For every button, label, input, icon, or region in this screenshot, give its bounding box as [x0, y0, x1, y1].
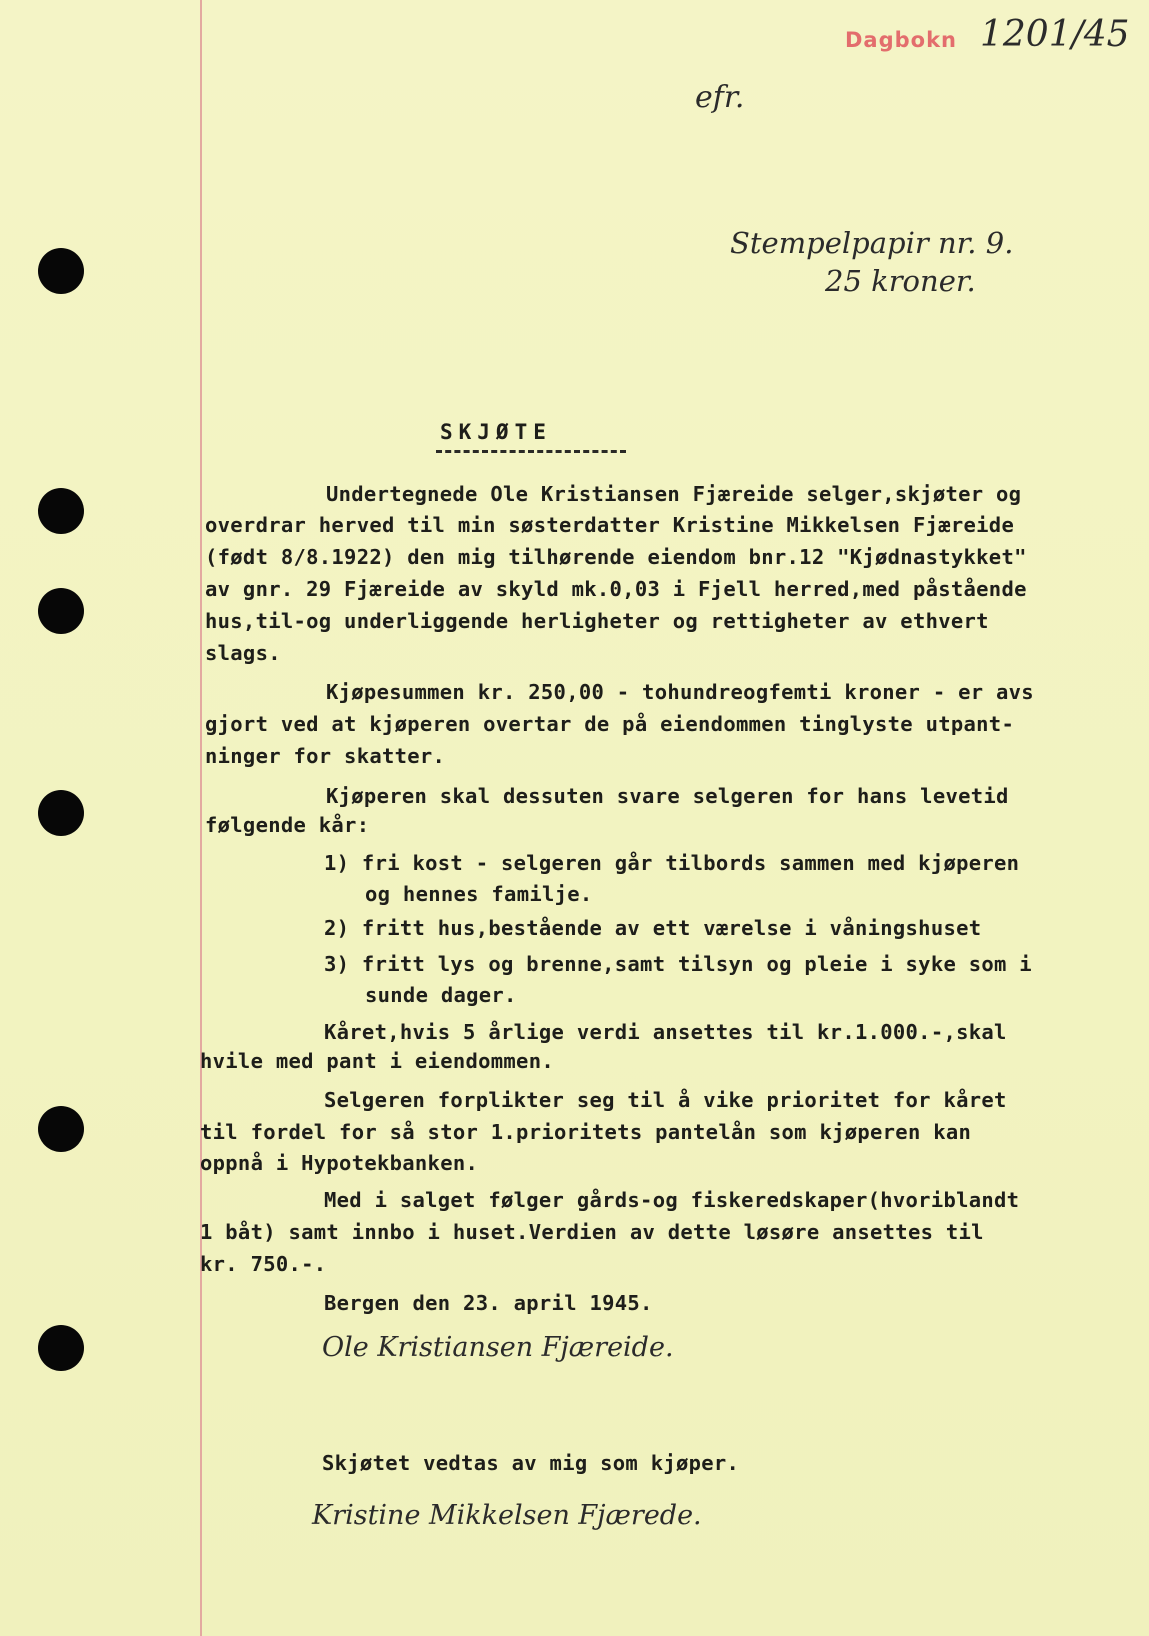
text-line: hus,til-og underliggende herligheter og rettigheter av ethvert — [205, 609, 989, 633]
text-line: ninger for skatter. — [205, 744, 446, 768]
punch-hole — [38, 588, 84, 634]
text-line: kr. 750.-. — [200, 1252, 327, 1276]
punch-hole — [38, 1106, 84, 1152]
case-number: 1201/45 — [980, 14, 1130, 55]
text-line: 1 båt) samt innbo i huset.Verdien av dette løsøre ansettes til — [200, 1220, 984, 1244]
text-line: sunde dager. — [365, 983, 517, 1007]
document-title: SKJØTE — [440, 420, 552, 444]
initials: efr. — [695, 80, 745, 115]
text-line: oppnå i Hypotekbanken. — [200, 1151, 479, 1175]
text-line: gjort ved at kjøperen overtar de på eiendommen tinglyste utpant- — [205, 712, 1015, 736]
text-line: Selgeren forplikter seg til å vike prioritet for kåret — [324, 1088, 1007, 1112]
text-line: Med i salget følger gårds-og fiskeredskaper(hvoriblandt — [324, 1188, 1020, 1212]
text-line: Kjøperen skal dessuten svare selgeren for hans levetid — [326, 784, 1009, 808]
text-line: overdrar herved til min søsterdatter Kristine Mikkelsen Fjæreide — [205, 513, 1015, 537]
punch-hole — [38, 1325, 84, 1371]
title-underline — [436, 450, 626, 453]
text-line: 2) fritt hus,bestående av ett værelse i våningshuset — [324, 916, 982, 940]
text-line: (født 8/8.1922) den mig tilhørende eiendom bnr.12 "Kjødnastykket" — [205, 545, 1027, 569]
text-line: og hennes familje. — [365, 882, 593, 906]
stamp-paper-value: 25 kroner. — [825, 264, 976, 298]
text-line: til fordel for så stor 1.prioritets pantelån som kjøperen kan — [200, 1120, 972, 1144]
text-line: hvile med pant i eiendommen. — [200, 1049, 554, 1073]
dagbok-stamp: Dagbokn — [845, 28, 958, 52]
punch-hole — [38, 488, 84, 534]
text-line: 3) fritt lys og brenne,samt tilsyn og pleie i syke som i — [324, 952, 1032, 976]
punch-hole — [38, 790, 84, 836]
text-line: Kåret,hvis 5 årlige verdi ansettes til kr.1.000.-,skal — [324, 1020, 1007, 1044]
text-line: 1) fri kost - selgeren går tilbords sammen med kjøperen — [324, 851, 1020, 875]
seller-signature: Ole Kristiansen Fjæreide. — [322, 1332, 674, 1363]
acceptance-line: Skjøtet vedtas av mig som kjøper. — [322, 1451, 740, 1475]
text-line: av gnr. 29 Fjæreide av skyld mk.0,03 i Fjell herred,med påstående — [205, 577, 1027, 601]
punch-hole — [38, 248, 84, 294]
date-line: Bergen den 23. april 1945. — [324, 1291, 653, 1315]
buyer-signature: Kristine Mikkelsen Fjærede. — [312, 1500, 702, 1531]
text-line: Kjøpesummen kr. 250,00 - tohundreogfemti kroner - er avs — [326, 680, 1034, 704]
text-line: Undertegnede Ole Kristiansen Fjæreide selger,skjøter og — [326, 482, 1022, 506]
text-line: slags. — [205, 641, 281, 665]
margin-line — [200, 0, 202, 1636]
stamp-paper-note: Stempelpapir nr. 9. — [730, 226, 1014, 260]
text-line: følgende kår: — [205, 813, 370, 837]
